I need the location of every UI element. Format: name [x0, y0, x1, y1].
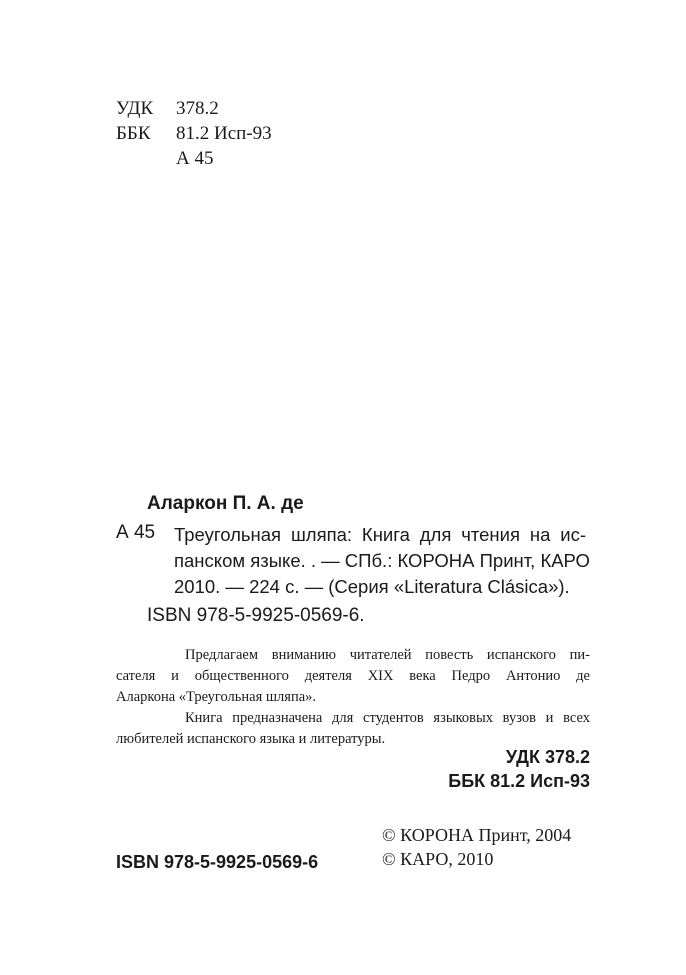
annotation — [116, 645, 590, 750]
annotation-line: Аларкона «Треугольная шляпа». — [116, 689, 317, 705]
copyright-line: © КОРОНА Принт, 2004 — [382, 825, 572, 845]
udk-bottom: УДК 378.2 — [505, 747, 590, 767]
author-sign: А 45 — [176, 148, 214, 169]
annotation-line: Книга предназначена для студентов языковых вузов и всех — [185, 710, 590, 726]
bbk-value: 81.2 Исп-93 — [176, 123, 272, 144]
record-isbn: ISBN 978-5-9925-0569-6. — [147, 605, 365, 626]
annotation-line: сателя и общественного деятеля XIX века Педро Антонио де — [116, 668, 590, 684]
record-line: панском языке. . — СПб.: КОРОНА Принт, КАРО — [174, 550, 590, 571]
author-heading: Аларкон П. А. де — [147, 493, 304, 514]
copyright-line: © КАРО, 2010 — [382, 849, 494, 869]
udk-value: 378.2 — [176, 98, 219, 119]
bbk-bottom: ББК 81.2 Исп-93 — [448, 771, 590, 791]
bbk-label: ББК — [116, 123, 151, 144]
record-author-sign: А 45 — [116, 522, 156, 543]
annotation-line: любителей испанского языка и литературы. — [116, 731, 386, 747]
record-description — [174, 522, 590, 600]
record-line: Треугольная шляпа: Книга для чтения на ис- — [174, 524, 586, 545]
udk-label: УДК — [116, 98, 154, 119]
isbn-footer: ISBN 978-5-9925-0569-6 — [116, 852, 319, 872]
annotation-line: Предлагаем вниманию читателей повесть испанского пи- — [185, 647, 590, 663]
record-line: 2010. — 224 с. — (Серия «Literatura Clásica»). — [174, 576, 570, 597]
